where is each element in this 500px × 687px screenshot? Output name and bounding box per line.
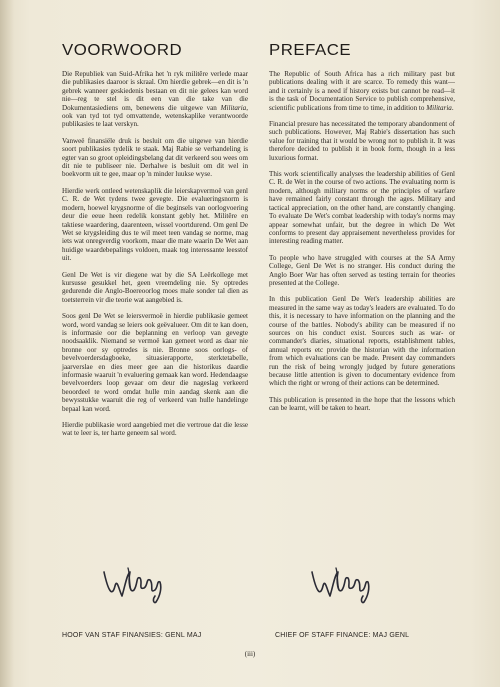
english-paragraph-3: This work scientifically analyses the leadership abilities of Genl C. R. de Wet in the course of two actions. The evaluating norm is modern, although military norms or the principles of warfare have remained fairly constant through the ages. Military and tactical appreciation, on the other hand, are constantly changing. To evaluate De Wet's combat leadership with today's norms may appear somewhat unfair, but the degree in which De Wet conforms to present day appraisement nevertheless provides for interesting reading matter. xyxy=(269,170,455,246)
page-number: (iii) xyxy=(244,650,256,658)
militaria-title: Militaria xyxy=(426,103,452,112)
signatory-title-english: CHIEF OF STAFF FINANCE: MAJ GENL xyxy=(275,632,410,639)
signature-left xyxy=(100,560,170,606)
afrikaans-paragraph-3: Hierdie werk ontleed wetenskaplik die leierskapvermoë van genl C. R. de Wet tydens twee gevegte. Die evalueringsnorm is modern, hoewel krygsnorme of die beginsels van oorlogvoering deur die eeue heen redelik konstant gebly het. Militêre en taktiese waardering, daarenteen, wissel voortdurend. Om genl De Wet se krygsleiding dus te wil meet teen vandag se norme, mag iets wat onregverdig voorkom, maar die mate waarin De Wet aan huidige waardebepalings voldoen, maak tog interessante leesstof uit. xyxy=(62,186,248,263)
afrikaans-column xyxy=(62,42,248,446)
afrikaans-paragraph-5: Soos genl De Wet se leiersvermoë in hierdie publikasie gemeet word, word vandag se leiers ook geëvalueer. Om dit te kan doen, is informasie oor die beplanning en verloop van gevegte noodsaaklik. Niemand se vermoë kan gemeet word as daar nie bronne oor sy optredes is nie. Bronne soos oorlogs- of bevelvoerdersdagboeke, situasierapporte, sterktetabelle, jaarverslae en dies meer gee aan die historikus daardie informasie waaruit 'n evaluering gemaak kan word. Hedendaagse bevelvoerders loop gevaar om deur die nageslag verkeerd beoordeel te word omdat hulle min aandag skenk aan die bewysstukke waaruit die reg of verkeerd van hulle handelinge bepaal kan word. xyxy=(62,312,248,413)
binding-shadow xyxy=(0,0,14,687)
afrikaans-paragraph-6: Hierdie publikasie word aangebied met die vertroue dat die lesse wat te leer is, ter harte geneem sal word. xyxy=(62,421,248,438)
english-paragraph-6: This publication is presented in the hope that the lessons which can be learnt, will be taken to heart. xyxy=(269,395,455,413)
afrikaans-paragraph-2: Vanweë finansiële druk is besluit om die uitgewe van hierdie soort publikasies tydelik te staak. Maj Rabie se verhandeling is egter van so groot opleidingsbelang dat dit verkeerd sou wees om dit nie te publiseer nie. Derhalwe is besluit om dit wel in boekvorm uit te gee, maar op 'n minder luukse wyse. xyxy=(62,136,248,179)
english-paragraph-5: In this publication Genl De Wet's leadership abilities are measured in the same way as today's leaders are evaluated. To do this, it is necessary to have information on the planning and the course of the battles. Nobody's ability can be measured if no sources on his conduct exist. Sources such as war- or commander's diaries, situational reports, establishment tables, annual reports etc provide the historian with the information from which evaluations can be made. Present day commanders run the risk of being wrongly judged by future generations because little attention is given to documentary evidence from which the right or wrong of their actions can be determined. xyxy=(269,295,455,388)
english-title: PREFACE xyxy=(269,42,352,59)
english-column xyxy=(269,42,455,421)
militaria-title: Militaria xyxy=(220,103,247,112)
english-paragraph-2: Financial presure has necessitated the temporary abandonment of such publications. However, Maj Rabie's dissertation has such value for training that it would be wrong not to publish it. It was therefore decided to publish it in book form, though in a less luxurious format. xyxy=(269,120,455,162)
afrikaans-paragraph-1: Die Republiek van Suid-Afrika het 'n ryk militêre verlede maar die publikasies daaroor is skraal. Om hierdie gebrek—en dit is 'n gebrek wanneer geskiedenis bestaan en dit nie gelees kan word nie—reg te stel is dit een van die take van die Dokumentasiediens om, benewens die uitgewe van Militaria, ook van tyd tot tyd omvattende, wetenskaplike verantwoorde publikasies te laat verskyn. xyxy=(62,70,248,129)
signatory-title-afrikaans: HOOF VAN STAF FINANSIES: GENL MAJ xyxy=(62,632,202,639)
english-paragraph-4: To people who have struggled with courses at the SA Army College, Genl De Wet is no stranger. His conduct during the Anglo Boer War has often served as testing terrain for theories presented at the College. xyxy=(269,253,455,287)
afrikaans-paragraph-4: Genl De Wet is vir diegene wat by die SA Leërkollege met kursusse gesukkel het, geen vreemdeling nie. Sy optredes gedurende die Anglo-Boereoorlog moes male sonder tal dien as toetsterrein vir die teorie wat aangebied is. xyxy=(62,270,248,304)
signature-right xyxy=(308,560,378,606)
afrikaans-title: VOORWOORD xyxy=(62,42,183,59)
english-paragraph-1: The Republic of South Africa has a rich military past but publications dealing with it are scarce. To remedy this want—and it certainly is a need if history exists but cannot be read—it is the task of Documentation Service to publish comprehensive, scientific publications from time to time, in addition to Militaria. xyxy=(269,70,455,112)
